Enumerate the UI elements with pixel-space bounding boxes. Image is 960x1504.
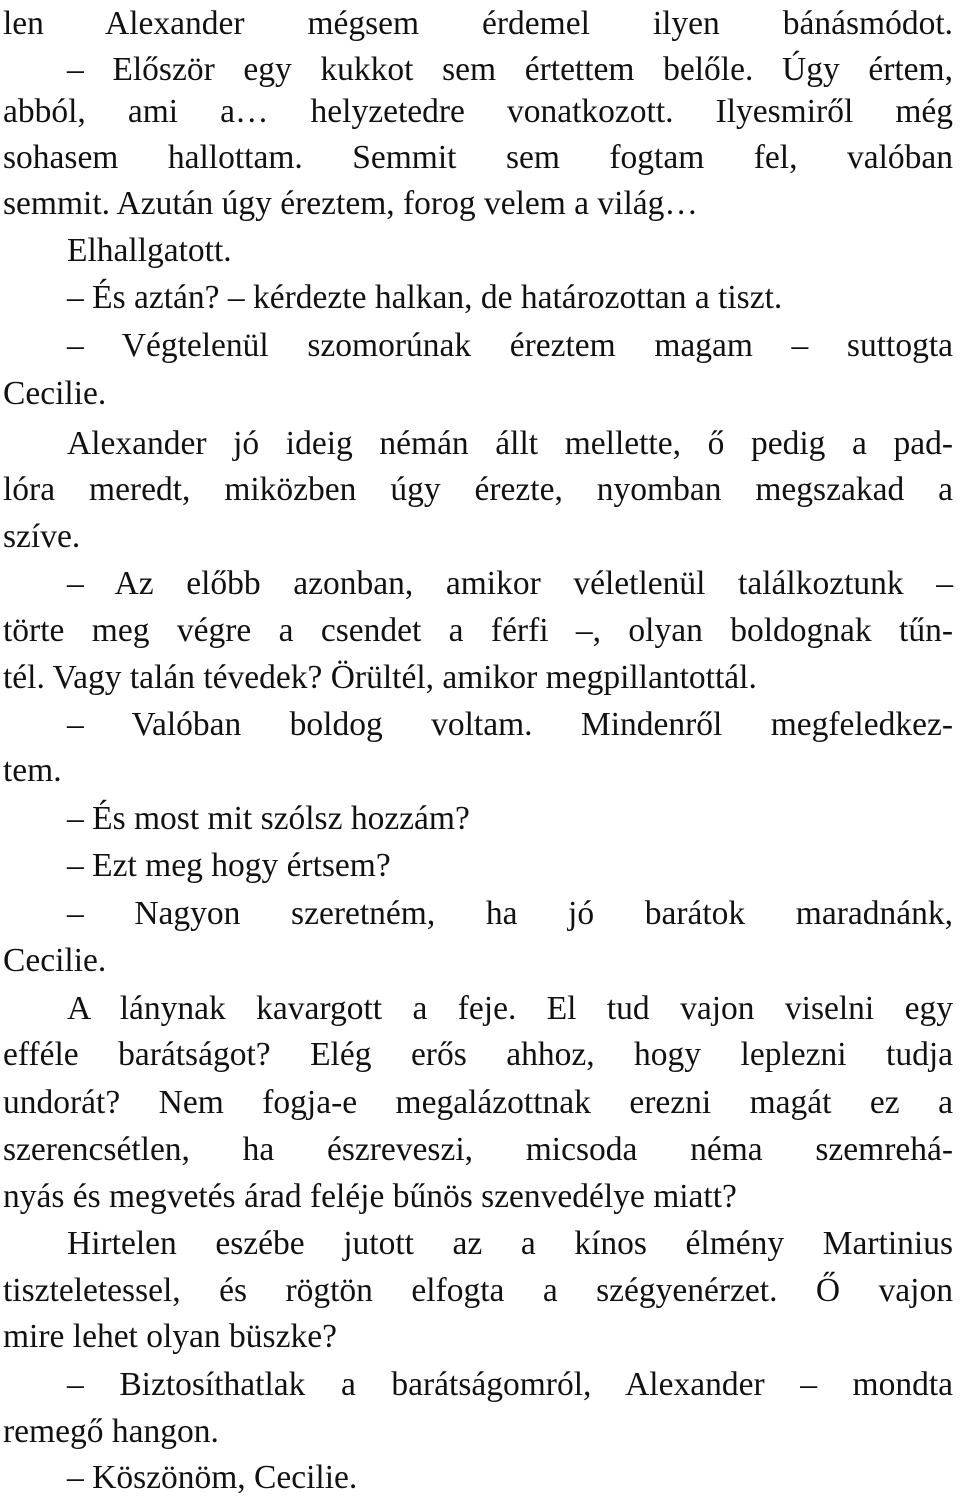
text-line: tem.	[3, 752, 62, 789]
text-line: len Alexander mégsem érdemel ilyen bánásmódot.	[3, 5, 953, 42]
text-line: – Ezt meg hogy értsem?	[67, 847, 391, 884]
text-line: tél. Vagy talán tévedek? Örültél, amikor megpillantottál.	[3, 659, 757, 696]
text-line: – Nagyon szeretném, ha jó barátok maradnánk,	[67, 895, 953, 932]
text-line: mire lehet olyan büszke?	[3, 1318, 337, 1355]
text-line: – Valóban boldog voltam. Mindenről megfeledkez-	[67, 706, 953, 743]
text-line: Cecilie.	[3, 375, 107, 412]
text-line: efféle barátságot? Elég erős ahhoz, hogy leplezni tudja	[3, 1036, 953, 1073]
text-line: – És aztán? – kérdezte halkan, de határozottan a tiszt.	[67, 279, 783, 316]
text-line: szerencsétlen, ha észreveszi, micsoda néma szemrehá-	[3, 1131, 953, 1168]
text-line: sohasem hallottam. Semmit sem fogtam fel, valóban	[3, 139, 953, 176]
text-line: Hirtelen eszébe jutott az a kínos élmény Martinius	[67, 1225, 953, 1262]
text-line: A lánynak kavargott a feje. El tud vajon viselni egy	[67, 990, 953, 1027]
text-line: – Az előbb azonban, amikor véletlenül találkoztunk –	[67, 565, 953, 602]
text-line: semmit. Azután úgy éreztem, forog velem a világ…	[3, 185, 698, 222]
text-line: remegő hangon.	[3, 1413, 219, 1450]
text-line: Elhallgatott.	[67, 232, 232, 269]
text-line: abból, ami a… helyzetedre vonatkozott. Ilyesmiről még	[3, 93, 953, 130]
text-line: – Köszönöm, Cecilie.	[67, 1459, 358, 1496]
text-line: – És most mit szólsz hozzám?	[67, 800, 470, 837]
text-line: – Végtelenül szomorúnak éreztem magam – suttogta	[67, 327, 953, 364]
text-line: undorát? Nem fogja-e megalázottnak erezni magát ez a	[3, 1084, 953, 1121]
text-line: Cecilie.	[3, 942, 107, 979]
text-line: – Először egy kukkot sem értettem belőle. Úgy értem,	[67, 51, 953, 88]
text-line: szíve.	[3, 518, 81, 555]
text-line: tiszteletessel, és rögtön elfogta a szégyenérzet. Ő vajon	[3, 1272, 953, 1309]
text-line: – Biztosíthatlak a barátságomról, Alexander – mondta	[67, 1366, 953, 1403]
text-line: Alexander jó ideig némán állt mellette, ő pedig a pad-	[67, 425, 953, 462]
text-line: nyás és megvetés árad feléje bűnös szenvedélye miatt?	[3, 1178, 737, 1215]
text-line: lóra meredt, miközben úgy érezte, nyomban megszakad a	[3, 471, 953, 508]
text-line: törte meg végre a csendet a férfi –, olyan boldognak tűn-	[3, 612, 953, 649]
